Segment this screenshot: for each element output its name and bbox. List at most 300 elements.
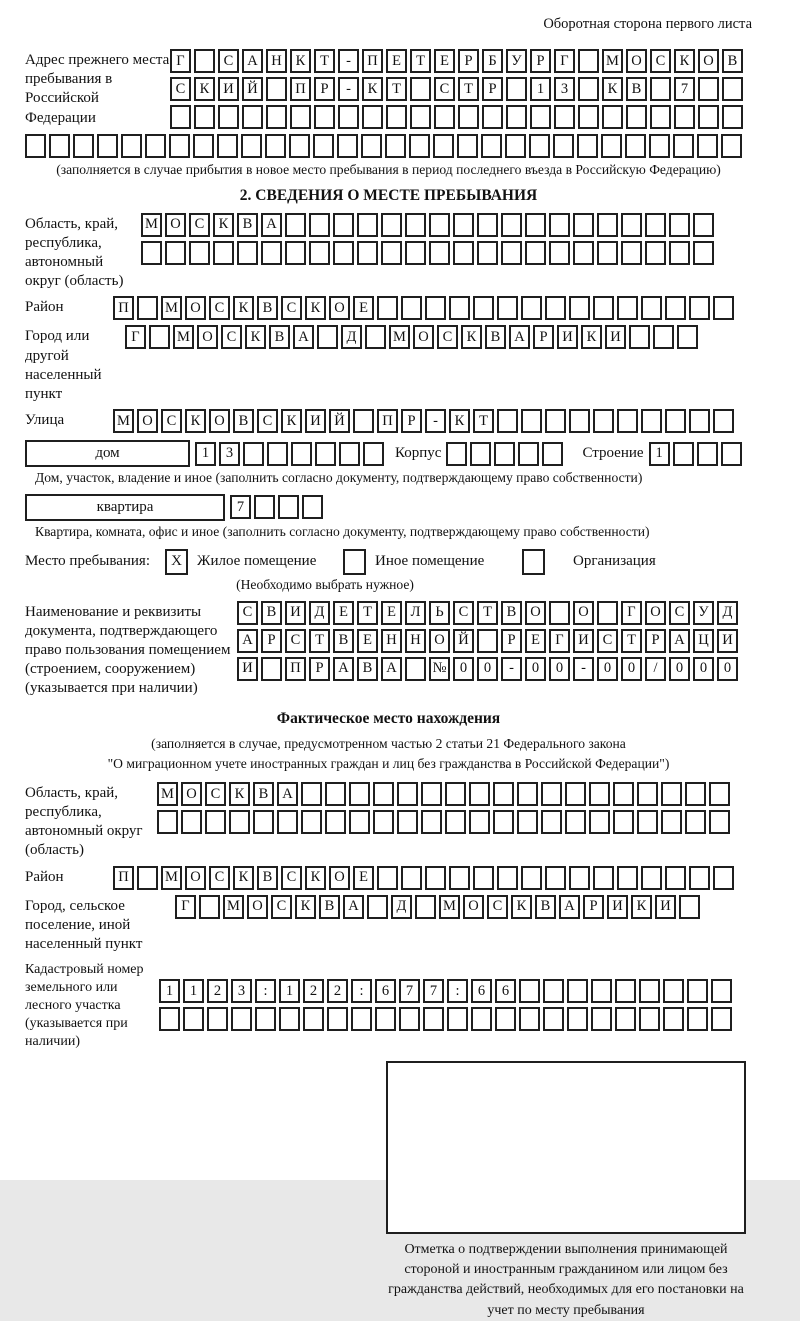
char-cell[interactable]: № [429, 657, 450, 681]
char-cell[interactable]: Е [333, 601, 354, 625]
char-cell[interactable]: О [329, 866, 350, 890]
char-cell[interactable] [543, 979, 564, 1003]
char-cell[interactable] [589, 810, 610, 834]
char-cell[interactable]: - [338, 49, 359, 73]
char-cell[interactable] [317, 325, 338, 349]
char-cell[interactable]: К [305, 296, 326, 320]
char-cell[interactable]: К [229, 782, 250, 806]
char-cell[interactable]: 0 [477, 657, 498, 681]
char-cell[interactable]: Н [381, 629, 402, 653]
char-cell[interactable]: / [645, 657, 666, 681]
char-cell[interactable] [722, 105, 743, 129]
char-cell[interactable] [545, 296, 566, 320]
char-cell[interactable]: М [141, 213, 162, 237]
char-cell[interactable] [573, 213, 594, 237]
char-cell[interactable] [365, 325, 386, 349]
char-cell[interactable]: И [605, 325, 626, 349]
char-cell[interactable] [181, 810, 202, 834]
char-cell[interactable]: У [693, 601, 714, 625]
char-cell[interactable]: Р [533, 325, 554, 349]
char-cell[interactable] [97, 134, 118, 158]
char-cell[interactable] [169, 134, 190, 158]
char-cell[interactable] [261, 657, 282, 681]
char-cell[interactable]: Т [473, 409, 494, 433]
char-cell[interactable]: М [173, 325, 194, 349]
char-cell[interactable] [650, 77, 671, 101]
char-cell[interactable]: К [185, 409, 206, 433]
char-cell[interactable]: - [501, 657, 522, 681]
char-cell[interactable] [242, 105, 263, 129]
char-cell[interactable]: Т [314, 49, 335, 73]
char-cell[interactable]: - [573, 657, 594, 681]
char-cell[interactable]: С [281, 866, 302, 890]
char-cell[interactable] [493, 782, 514, 806]
char-cell[interactable]: 3 [219, 442, 240, 466]
char-cell[interactable] [289, 134, 310, 158]
char-cell[interactable]: И [218, 77, 239, 101]
char-cell[interactable]: С [434, 77, 455, 101]
char-cell[interactable]: К [631, 895, 652, 919]
char-cell[interactable] [673, 442, 694, 466]
char-cell[interactable] [325, 810, 346, 834]
char-cell[interactable] [529, 134, 550, 158]
char-cell[interactable] [183, 1007, 204, 1031]
char-cell[interactable] [313, 134, 334, 158]
char-cell[interactable]: : [447, 979, 468, 1003]
char-cell[interactable] [495, 1007, 516, 1031]
char-cell[interactable] [567, 979, 588, 1003]
char-cell[interactable] [689, 296, 710, 320]
char-cell[interactable]: В [269, 325, 290, 349]
char-cell[interactable]: Д [341, 325, 362, 349]
char-cell[interactable] [159, 1007, 180, 1031]
char-cell[interactable] [687, 979, 708, 1003]
char-cell[interactable] [543, 1007, 564, 1031]
char-cell[interactable] [687, 1007, 708, 1031]
char-cell[interactable] [477, 629, 498, 653]
char-cell[interactable]: Р [314, 77, 335, 101]
char-cell[interactable] [517, 782, 538, 806]
char-cell[interactable] [621, 213, 642, 237]
char-cell[interactable] [649, 134, 670, 158]
char-cell[interactable]: П [290, 77, 311, 101]
char-cell[interactable] [194, 49, 215, 73]
char-cell[interactable] [677, 325, 698, 349]
char-cell[interactable] [473, 296, 494, 320]
char-cell[interactable]: У [506, 49, 527, 73]
char-cell[interactable] [353, 409, 374, 433]
char-cell[interactable] [291, 442, 312, 466]
char-cell[interactable] [337, 134, 358, 158]
char-cell[interactable] [665, 866, 686, 890]
char-cell[interactable]: О [573, 601, 594, 625]
char-cell[interactable] [469, 810, 490, 834]
char-cell[interactable] [591, 979, 612, 1003]
char-cell[interactable] [721, 134, 742, 158]
char-cell[interactable] [217, 134, 238, 158]
char-cell[interactable] [615, 1007, 636, 1031]
char-cell[interactable]: Е [434, 49, 455, 73]
char-cell[interactable]: В [501, 601, 522, 625]
char-cell[interactable] [713, 296, 734, 320]
char-cell[interactable]: Р [530, 49, 551, 73]
char-cell[interactable] [501, 213, 522, 237]
char-cell[interactable] [267, 442, 288, 466]
char-cell[interactable] [149, 325, 170, 349]
char-cell[interactable] [661, 782, 682, 806]
char-cell[interactable] [711, 1007, 732, 1031]
char-cell[interactable] [425, 296, 446, 320]
char-cell[interactable]: К [461, 325, 482, 349]
char-cell[interactable]: В [237, 213, 258, 237]
char-cell[interactable] [650, 105, 671, 129]
char-cell[interactable] [137, 296, 158, 320]
char-cell[interactable]: 0 [717, 657, 738, 681]
char-cell[interactable]: А [381, 657, 402, 681]
char-cell[interactable]: Г [125, 325, 146, 349]
char-cell[interactable]: Т [410, 49, 431, 73]
char-cell[interactable]: П [113, 296, 134, 320]
char-cell[interactable] [497, 409, 518, 433]
char-cell[interactable] [521, 409, 542, 433]
char-cell[interactable] [615, 979, 636, 1003]
char-cell[interactable]: 1 [649, 442, 670, 466]
char-cell[interactable] [434, 105, 455, 129]
char-cell[interactable]: М [161, 296, 182, 320]
char-cell[interactable] [302, 495, 323, 519]
char-cell[interactable] [639, 979, 660, 1003]
char-cell[interactable] [565, 782, 586, 806]
char-cell[interactable]: Г [549, 629, 570, 653]
char-cell[interactable] [445, 810, 466, 834]
char-cell[interactable]: О [185, 866, 206, 890]
char-cell[interactable]: И [557, 325, 578, 349]
char-cell[interactable]: В [257, 296, 278, 320]
char-cell[interactable] [525, 241, 546, 265]
char-cell[interactable] [482, 105, 503, 129]
char-cell[interactable] [265, 134, 286, 158]
char-cell[interactable] [333, 213, 354, 237]
char-cell[interactable] [505, 134, 526, 158]
char-cell[interactable] [449, 866, 470, 890]
char-cell[interactable]: Ь [429, 601, 450, 625]
char-cell[interactable] [697, 442, 718, 466]
char-cell[interactable] [401, 296, 422, 320]
char-cell[interactable] [661, 810, 682, 834]
char-cell[interactable]: В [357, 657, 378, 681]
char-cell[interactable] [73, 134, 94, 158]
char-cell[interactable] [429, 241, 450, 265]
char-cell[interactable]: 2 [207, 979, 228, 1003]
char-cell[interactable] [373, 782, 394, 806]
char-cell[interactable] [722, 77, 743, 101]
char-cell[interactable] [193, 134, 214, 158]
char-cell[interactable]: 1 [159, 979, 180, 1003]
char-cell[interactable]: С [205, 782, 226, 806]
char-cell[interactable] [601, 134, 622, 158]
char-cell[interactable] [351, 1007, 372, 1031]
char-cell[interactable]: А [261, 213, 282, 237]
char-cell[interactable] [445, 782, 466, 806]
char-cell[interactable] [170, 105, 191, 129]
char-cell[interactable] [530, 105, 551, 129]
char-cell[interactable]: 0 [621, 657, 642, 681]
char-cell[interactable] [617, 866, 638, 890]
char-cell[interactable]: Й [453, 629, 474, 653]
char-cell[interactable] [685, 782, 706, 806]
char-cell[interactable]: К [281, 409, 302, 433]
char-cell[interactable] [446, 442, 467, 466]
char-cell[interactable] [641, 866, 662, 890]
char-cell[interactable]: Д [391, 895, 412, 919]
char-cell[interactable] [613, 782, 634, 806]
char-cell[interactable] [663, 1007, 684, 1031]
char-cell[interactable] [410, 105, 431, 129]
char-cell[interactable] [218, 105, 239, 129]
char-cell[interactable]: С [189, 213, 210, 237]
char-cell[interactable] [189, 241, 210, 265]
char-cell[interactable] [367, 895, 388, 919]
char-cell[interactable]: А [242, 49, 263, 73]
char-cell[interactable]: Р [458, 49, 479, 73]
char-cell[interactable]: П [377, 409, 398, 433]
char-cell[interactable] [713, 409, 734, 433]
char-cell[interactable] [457, 134, 478, 158]
char-cell[interactable] [545, 866, 566, 890]
char-cell[interactable] [709, 782, 730, 806]
char-cell[interactable] [713, 866, 734, 890]
char-cell[interactable]: О [626, 49, 647, 73]
char-cell[interactable] [357, 241, 378, 265]
char-cell[interactable] [361, 134, 382, 158]
char-cell[interactable]: 2 [303, 979, 324, 1003]
char-cell[interactable] [425, 866, 446, 890]
char-cell[interactable] [721, 442, 742, 466]
char-cell[interactable]: О [429, 629, 450, 653]
char-cell[interactable] [410, 77, 431, 101]
char-cell[interactable] [471, 1007, 492, 1031]
char-cell[interactable] [663, 979, 684, 1003]
char-cell[interactable]: 2 [327, 979, 348, 1003]
char-cell[interactable]: К [290, 49, 311, 73]
char-cell[interactable]: А [343, 895, 364, 919]
char-cell[interactable]: Е [525, 629, 546, 653]
char-cell[interactable]: М [161, 866, 182, 890]
char-cell[interactable] [381, 241, 402, 265]
char-cell[interactable]: К [233, 866, 254, 890]
char-cell[interactable] [327, 1007, 348, 1031]
char-cell[interactable] [639, 1007, 660, 1031]
char-cell[interactable] [301, 810, 322, 834]
char-cell[interactable] [285, 241, 306, 265]
char-cell[interactable] [49, 134, 70, 158]
char-cell[interactable] [554, 105, 575, 129]
char-cell[interactable] [501, 241, 522, 265]
char-cell[interactable] [145, 134, 166, 158]
char-cell[interactable] [593, 296, 614, 320]
char-cell[interactable] [207, 1007, 228, 1031]
char-cell[interactable]: О [185, 296, 206, 320]
char-cell[interactable]: К [305, 866, 326, 890]
char-cell[interactable] [261, 241, 282, 265]
char-cell[interactable]: 3 [231, 979, 252, 1003]
char-cell[interactable]: Н [405, 629, 426, 653]
char-cell[interactable] [519, 1007, 540, 1031]
char-cell[interactable] [593, 409, 614, 433]
char-cell[interactable]: В [485, 325, 506, 349]
char-cell[interactable]: - [338, 77, 359, 101]
char-cell[interactable] [397, 782, 418, 806]
checkbox-residential[interactable]: X [165, 549, 188, 575]
char-cell[interactable]: А [669, 629, 690, 653]
char-cell[interactable]: 0 [525, 657, 546, 681]
char-cell[interactable] [617, 409, 638, 433]
char-cell[interactable] [205, 810, 226, 834]
char-cell[interactable]: С [161, 409, 182, 433]
char-cell[interactable]: Е [353, 296, 374, 320]
char-cell[interactable]: - [425, 409, 446, 433]
char-cell[interactable]: С [650, 49, 671, 73]
char-cell[interactable] [423, 1007, 444, 1031]
char-cell[interactable] [578, 105, 599, 129]
char-cell[interactable]: С [453, 601, 474, 625]
char-cell[interactable] [141, 241, 162, 265]
char-cell[interactable] [541, 810, 562, 834]
char-cell[interactable] [629, 325, 650, 349]
char-cell[interactable]: К [362, 77, 383, 101]
char-cell[interactable]: С [237, 601, 258, 625]
char-cell[interactable]: К [213, 213, 234, 237]
char-cell[interactable]: 1 [279, 979, 300, 1003]
char-cell[interactable]: С [170, 77, 191, 101]
char-cell[interactable] [685, 810, 706, 834]
char-cell[interactable] [645, 241, 666, 265]
char-cell[interactable] [653, 325, 674, 349]
char-cell[interactable]: И [305, 409, 326, 433]
char-cell[interactable]: Т [386, 77, 407, 101]
char-cell[interactable] [711, 979, 732, 1003]
char-cell[interactable] [597, 213, 618, 237]
char-cell[interactable]: М [113, 409, 134, 433]
char-cell[interactable] [25, 134, 46, 158]
char-cell[interactable] [278, 495, 299, 519]
char-cell[interactable] [545, 409, 566, 433]
char-cell[interactable]: П [362, 49, 383, 73]
char-cell[interactable]: А [509, 325, 530, 349]
char-cell[interactable]: О [181, 782, 202, 806]
char-cell[interactable] [517, 810, 538, 834]
char-cell[interactable] [518, 442, 539, 466]
char-cell[interactable] [453, 213, 474, 237]
char-cell[interactable]: 7 [230, 495, 251, 519]
char-cell[interactable] [137, 866, 158, 890]
char-cell[interactable]: С [221, 325, 242, 349]
char-cell[interactable]: 3 [554, 77, 575, 101]
char-cell[interactable]: 1 [195, 442, 216, 466]
char-cell[interactable] [569, 296, 590, 320]
char-cell[interactable] [494, 442, 515, 466]
char-cell[interactable] [349, 810, 370, 834]
char-cell[interactable]: О [165, 213, 186, 237]
char-cell[interactable] [565, 810, 586, 834]
char-cell[interactable]: О [247, 895, 268, 919]
char-cell[interactable] [689, 409, 710, 433]
char-cell[interactable] [255, 1007, 276, 1031]
char-cell[interactable] [597, 601, 618, 625]
char-cell[interactable] [626, 105, 647, 129]
char-cell[interactable] [477, 241, 498, 265]
char-cell[interactable]: А [293, 325, 314, 349]
char-cell[interactable] [497, 866, 518, 890]
char-cell[interactable] [578, 77, 599, 101]
char-cell[interactable] [325, 782, 346, 806]
char-cell[interactable]: Е [386, 49, 407, 73]
char-cell[interactable] [213, 241, 234, 265]
char-cell[interactable] [405, 241, 426, 265]
char-cell[interactable]: В [261, 601, 282, 625]
char-cell[interactable]: Е [381, 601, 402, 625]
char-cell[interactable] [477, 213, 498, 237]
char-cell[interactable] [481, 134, 502, 158]
char-cell[interactable]: В [253, 782, 274, 806]
char-cell[interactable]: Т [477, 601, 498, 625]
char-cell[interactable] [377, 296, 398, 320]
char-cell[interactable]: Е [357, 629, 378, 653]
char-cell[interactable] [194, 105, 215, 129]
char-cell[interactable]: О [137, 409, 158, 433]
char-cell[interactable]: М [439, 895, 460, 919]
char-cell[interactable]: Й [242, 77, 263, 101]
char-cell[interactable]: И [237, 657, 258, 681]
char-cell[interactable] [573, 241, 594, 265]
char-cell[interactable] [709, 810, 730, 834]
char-cell[interactable]: И [717, 629, 738, 653]
char-cell[interactable] [362, 105, 383, 129]
char-cell[interactable] [254, 495, 275, 519]
char-cell[interactable] [591, 1007, 612, 1031]
char-cell[interactable] [689, 866, 710, 890]
char-cell[interactable]: А [333, 657, 354, 681]
char-cell[interactable]: : [255, 979, 276, 1003]
char-cell[interactable] [447, 1007, 468, 1031]
char-cell[interactable]: В [257, 866, 278, 890]
char-cell[interactable]: Г [554, 49, 575, 73]
char-cell[interactable] [377, 866, 398, 890]
char-cell[interactable]: О [197, 325, 218, 349]
char-cell[interactable] [381, 213, 402, 237]
char-cell[interactable] [473, 866, 494, 890]
char-cell[interactable] [617, 296, 638, 320]
char-cell[interactable]: К [581, 325, 602, 349]
char-cell[interactable]: К [674, 49, 695, 73]
char-cell[interactable]: 6 [375, 979, 396, 1003]
char-cell[interactable] [553, 134, 574, 158]
char-cell[interactable] [314, 105, 335, 129]
char-cell[interactable] [679, 895, 700, 919]
char-cell[interactable] [470, 442, 491, 466]
char-cell[interactable] [333, 241, 354, 265]
char-cell[interactable]: Г [175, 895, 196, 919]
char-cell[interactable]: Р [583, 895, 604, 919]
char-cell[interactable] [549, 601, 570, 625]
char-cell[interactable]: О [413, 325, 434, 349]
char-cell[interactable]: В [626, 77, 647, 101]
char-cell[interactable]: : [351, 979, 372, 1003]
char-cell[interactable]: К [233, 296, 254, 320]
char-cell[interactable] [458, 105, 479, 129]
char-cell[interactable] [669, 241, 690, 265]
char-cell[interactable] [469, 782, 490, 806]
